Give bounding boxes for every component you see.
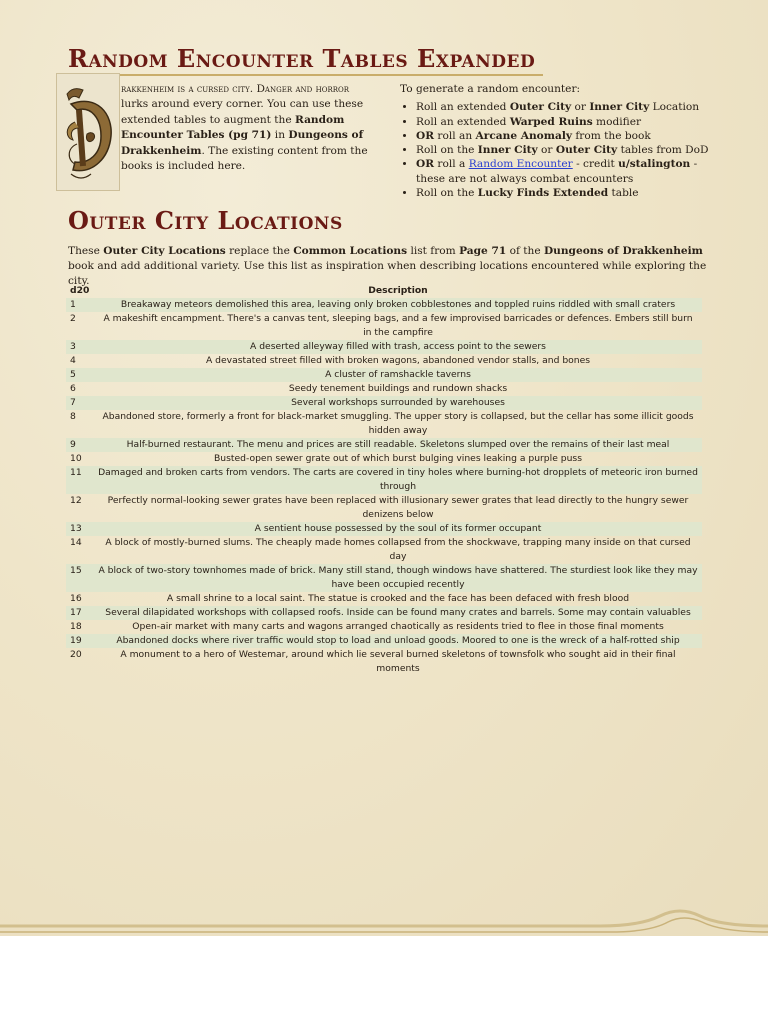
generate-heading: To generate a random encounter: xyxy=(400,83,581,95)
list-item: • Roll an extended Outer City or Inner City Location xyxy=(416,100,720,114)
table-row: 12 Perfectly normal-looking sewer grates have been replaced with illusionary sewer grates that lead directly to the hungry sewer denizens below xyxy=(70,495,689,520)
table-row: 13 A sentient house possessed by the soul of its former occupant xyxy=(66,522,702,536)
table-row: 1 Breakaway meteors demolished this area, leaving only broken cobblestones and toppled ruins riddled with small craters xyxy=(66,298,702,312)
generate-instructions xyxy=(400,82,720,200)
random-encounter-link[interactable]: Random Encounter xyxy=(468,158,573,171)
column-header-description: Description xyxy=(368,285,428,296)
table-row: 15 A block of two-story townhomes made of brick. Many still stand, though windows have shattered. The sturdiest look like they may have been occupied recently xyxy=(66,564,702,592)
table-row: 18 Open-air market with many carts and wagons arranged chaotically as residents tried to flee in those final moments xyxy=(70,621,664,632)
intro-bold-tables: Random Encounter Tables (pg 71) xyxy=(121,113,345,142)
drop-cap-letter-image xyxy=(57,74,119,190)
section-intro: These Outer City Locations replace the Common Locations list from Page 71 of the Dungeons of Drakkenheim book and add additional variety. Use this list as inspiration when describing locations encountered while exploring the city. xyxy=(68,245,707,287)
table-row: 11 Damaged and broken carts from vendors. The carts are covered in tiny holes where burning-hot dropplets of meteoric iron burned through xyxy=(66,466,702,494)
section-title: Outer City Locations xyxy=(68,206,343,235)
intro-smallcaps: rakkenheim is a cursed city. Danger and horror xyxy=(121,83,350,95)
column-header-d20: d20 xyxy=(70,285,90,296)
list-item: • Roll on the Lucky Finds Extended table xyxy=(416,186,720,200)
table-row: 4 A devastated street filled with broken wagons, abandoned vendor stalls, and bones xyxy=(70,355,591,366)
blank-margin xyxy=(0,936,768,1024)
table-row: 16 A small shrine to a local saint. The statue is crooked and the face has been defaced with fresh blood xyxy=(70,593,630,604)
table-row: 5 A cluster of ramshackle taverns xyxy=(66,368,702,382)
list-item: • Roll on the Inner City or Outer City tables from DoD xyxy=(416,143,720,157)
table-row: 17 Several dilapidated workshops with collapsed roofs. Inside can be found many crates and barrels. Some may contain valuables xyxy=(66,606,702,620)
table-row: 20 A monument to a hero of Westemar, around which lie several burned skeletons of townsfolk who sought aid in their final moments xyxy=(70,649,676,674)
table-row: 7 Several workshops surrounded by warehouses xyxy=(66,396,702,410)
intro-text: in xyxy=(271,129,289,142)
footer-ornament xyxy=(0,896,768,936)
page-title: Random Encounter Tables Expanded xyxy=(68,44,536,73)
table-header-row xyxy=(66,284,702,298)
intro-bold-book: Dungeons of Drakkenheim xyxy=(121,129,364,157)
list-item: • OR roll an Arcane Anomaly from the book xyxy=(416,129,720,143)
table-row: 9 Half-burned restaurant. The menu and prices are still readable. Skeletons slumped over the remains of their last meal xyxy=(66,438,702,452)
list-item: • Roll an extended Warped Ruins modifier xyxy=(416,115,720,129)
table-row: 10 Busted-open sewer grate out of which burst bulging vines leaking a purple puss xyxy=(70,453,582,464)
intro-paragraph xyxy=(121,82,373,174)
intro-text: lurks around every corner. You can use these extended tables to augment the xyxy=(121,98,364,126)
drop-cap xyxy=(56,73,120,191)
table-row: 14 A block of mostly-burned slums. The cheaply made homes collapsed from the shockwave, trapping many inside on that cursed day xyxy=(70,537,691,562)
table-row: 3 A deserted alleyway filled with trash, access point to the sewers xyxy=(66,340,702,354)
table-row: 19 Abandoned docks where river traffic would stop to load and unload goods. Moored to one is the wreck of a half-rotted ship xyxy=(66,634,702,648)
table-row: 8 Abandoned store, formerly a front for black-market smuggling. The upper story is collapsed, but the cellar has some illicit goods hidden away xyxy=(70,411,694,436)
intro-text: . The existing content from the books is included here. xyxy=(121,144,368,173)
table-row: 2 A makeshift encampment. There's a canvas tent, sleeping bags, and a few improvised barricades or defences. Embers still burn in the campfire xyxy=(70,313,693,338)
table-row: 6 Seedy tenement buildings and rundown shacks xyxy=(70,383,508,394)
outer-city-locations-table xyxy=(66,284,702,676)
list-item: • OR roll a Random Encounter - credit u/stalington - these are not always combat encounters xyxy=(416,157,720,186)
generate-list xyxy=(400,100,720,200)
